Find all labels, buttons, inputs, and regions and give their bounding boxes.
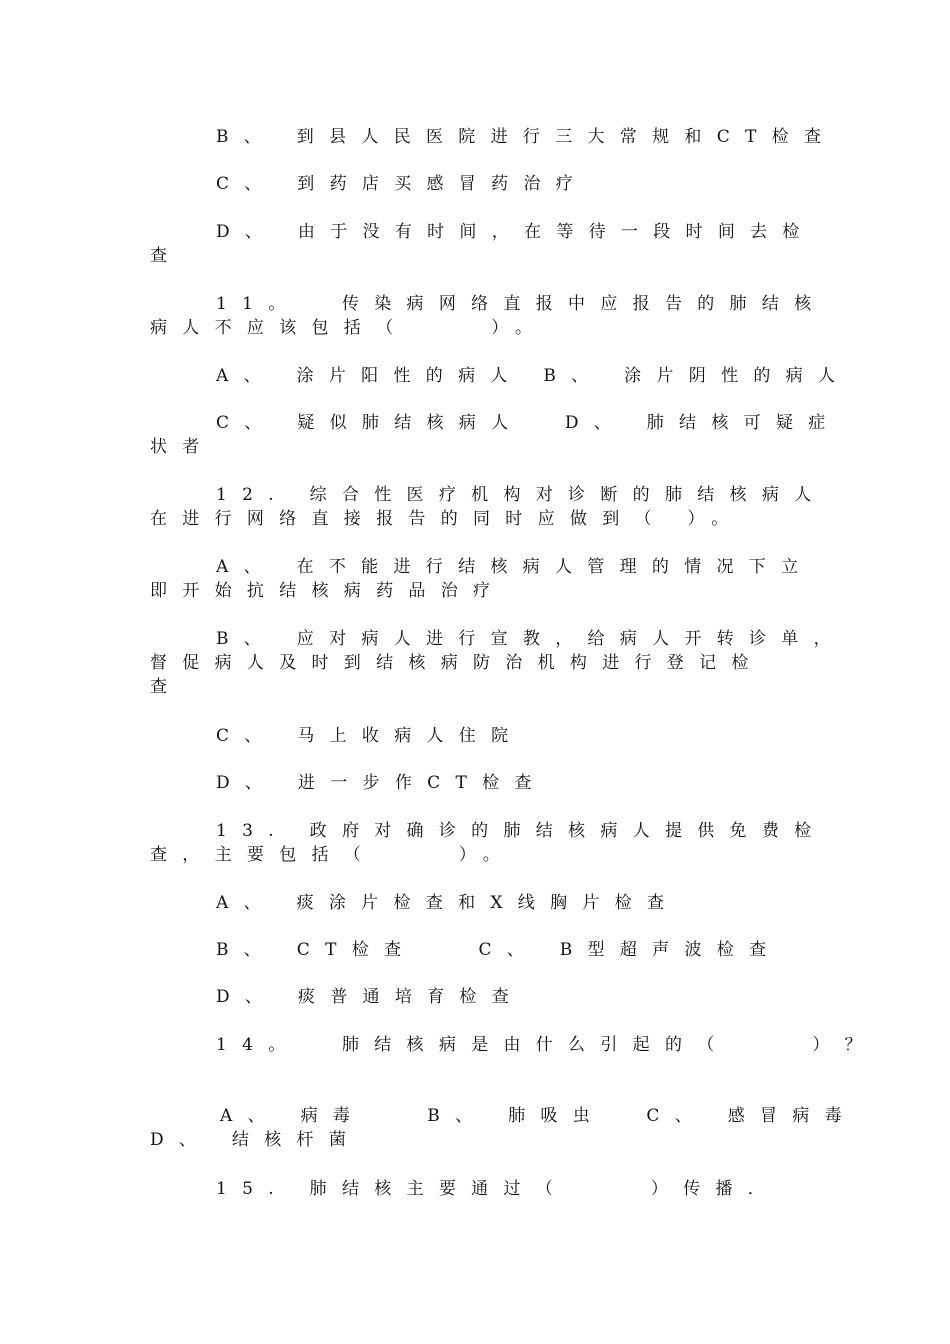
q13-option-a: A、 痰涂片检查和X线胸片检查 xyxy=(216,893,680,913)
q13-options-bc: B、 CT检查 C、 B型超声波检查 xyxy=(216,940,782,960)
q12-stem-cont: 在进行网络直接报告的同时应做到（ ）。 xyxy=(150,509,744,529)
q10-option-d: D、 由于没有时间，在等待一段时间去检 xyxy=(216,222,815,242)
q11-options-cd-cont: 状者 xyxy=(150,437,215,457)
q12-option-b-cont2: 查 xyxy=(150,677,183,697)
q12-option-d: D、 进一步作CT检查 xyxy=(216,773,547,793)
q12-option-c: C、 马上收病人住院 xyxy=(216,726,524,746)
q13-option-d: D、 痰普通培育检查 xyxy=(216,987,525,1007)
q10-option-c: C、 到药店买感冒药治疗 xyxy=(216,174,589,194)
q13-stem-cont: 查，主要包括（ ）。 xyxy=(150,845,516,865)
q11-options-cd: C、 疑似肺结核病人 D、 肺结核可疑症 xyxy=(216,413,841,433)
q13-stem: 13. 政府对确诊的肺结核病人提供免费检 xyxy=(216,821,827,841)
q14-option-d: D、 结核杆菌 xyxy=(150,1130,362,1150)
q14-stem: 14。 肺结核病是由什么引起的（ ）？ xyxy=(216,1035,877,1055)
q11-options-ab: A、 涂片阳性的病人 B、 涂片阴性的病人 xyxy=(216,366,851,386)
q14-options-abc: A、 病毒 B、 肺吸虫 C、 感冒病毒 xyxy=(220,1106,857,1126)
q12-option-a-cont: 即开始抗结核病药品治疗 xyxy=(150,581,506,601)
q11-stem-cont: 病人不应该包括（ ）。 xyxy=(150,318,548,338)
q10-option-b: B、 到县人民医院进行三大常规和CT检查 xyxy=(216,127,837,147)
q12-option-a: A、 在不能进行结核病人管理的情况下立 xyxy=(216,557,814,577)
q10-option-d-cont: 查 xyxy=(150,246,183,266)
q11-stem: 11。 传染病网络直报中应报告的肺结核 xyxy=(216,294,827,314)
q12-option-b-cont: 督促病人及时到结核病防治机构进行登记检 xyxy=(150,653,764,673)
q12-stem: 12. 综合性医疗机构对诊断的肺结核病人 xyxy=(216,485,827,505)
q15-stem: 15. 肺结核主要通过（ ）传播． xyxy=(216,1179,781,1199)
q12-option-b: B、 应对病人进行宣教，给病人开转诊单， xyxy=(216,629,846,649)
